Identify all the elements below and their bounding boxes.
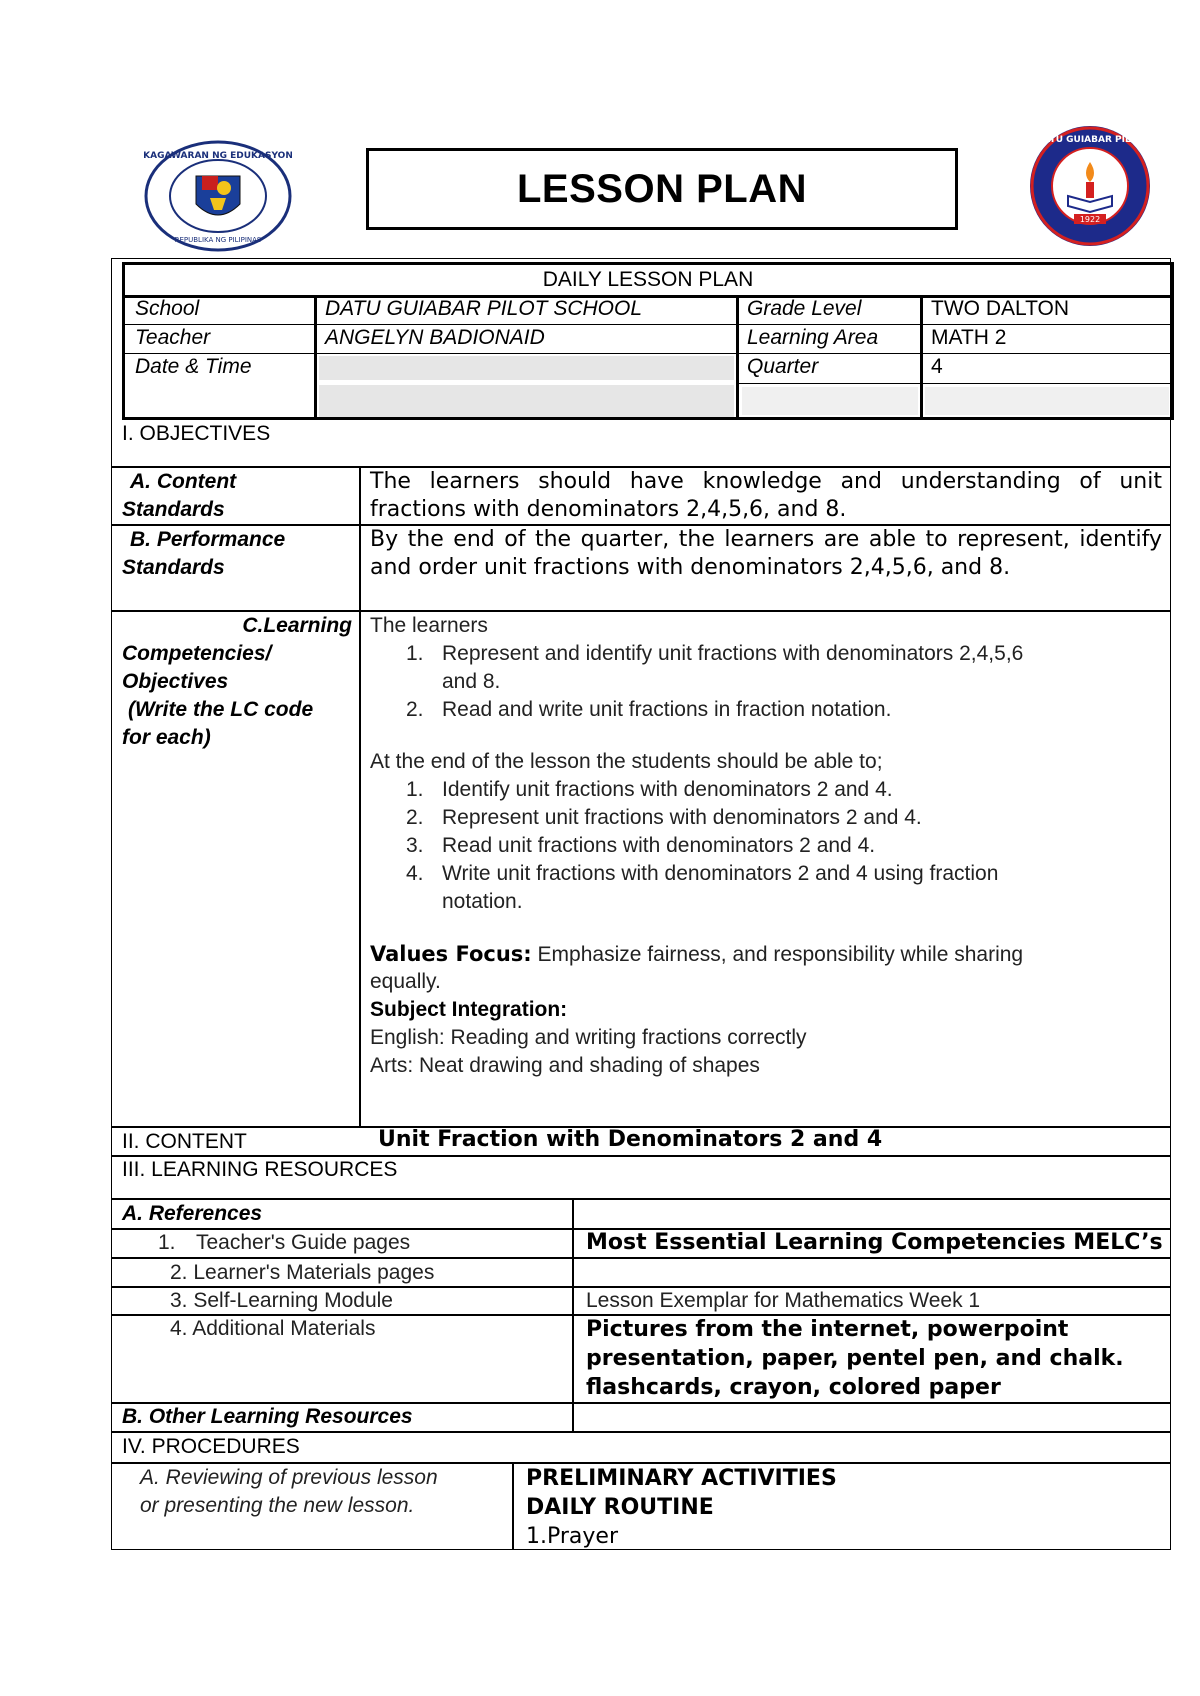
divider (125, 353, 1171, 354)
divider (125, 324, 1171, 325)
label-line: A. Content (130, 470, 237, 493)
learning-resources-heading: III. LEARNING RESOURCES (122, 1158, 398, 1181)
divider (314, 295, 317, 420)
list-item: Write unit fractions with denominators 2 and 4 using fraction (442, 862, 999, 885)
label-line: B. Performance (130, 528, 286, 551)
integration-arts: Arts: Neat drawing and shading of shapes (370, 1054, 760, 1077)
school-value: DATU GUIABAR PILOT SCHOOL (325, 297, 642, 320)
content-value: Unit Fraction with Denominators 2 and 4 (378, 1127, 883, 1152)
list-number: 1. (406, 778, 424, 801)
objectives-heading: I. OBJECTIVES (122, 422, 271, 445)
svg-text:DATU GUIABAR PILOT: DATU GUIABAR PILOT (1035, 135, 1145, 145)
label-line: Standards (122, 556, 225, 579)
learning-area-value: MATH 2 (931, 326, 1007, 349)
list-number: 2. (406, 806, 424, 829)
teacher-value: ANGELYN BADIONAID (325, 326, 545, 349)
list-item: Represent unit fractions with denominators 2 and 4. (442, 806, 922, 829)
lesson-intro: At the end of the lesson the students should be able to; (370, 750, 883, 773)
preliminary-heading: PRELIMINARY ACTIVITIES (526, 1466, 837, 1491)
content-heading: II. CONTENT (122, 1130, 247, 1153)
learning-area-label: Learning Area (747, 326, 879, 349)
school-label: School (135, 297, 200, 320)
label-line: C.Learning (242, 614, 352, 637)
additional-materials-label: 4. Additional Materials (170, 1317, 376, 1340)
svg-text:REPUBLIKA NG PILIPINAS: REPUBLIKA NG PILIPINAS (174, 236, 262, 244)
materials-line: Pictures from the internet, powerpoint (586, 1317, 1069, 1342)
performance-standards-text: By the end of the quarter, the learners are able to represent, identify and order unit fractions with denominators 2,4,5,6, and 8. (370, 527, 1162, 580)
teachers-guide-label: Teacher's Guide pages (196, 1231, 411, 1254)
list-number: 4. (406, 862, 424, 885)
integration-english: English: Reading and writing fractions correctly (370, 1026, 807, 1049)
grade-level-value: TWO DALTON (931, 297, 1070, 320)
content-standards-label (122, 468, 236, 524)
list-item: Identify unit fractions with denominators 2 and 4. (442, 778, 893, 801)
learning-competencies-label (122, 612, 352, 752)
table-title: DAILY LESSON PLAN (125, 265, 1171, 298)
procedure-a-label (140, 1464, 502, 1520)
page-title: LESSON PLAN (517, 166, 807, 211)
list-item: and 8. (442, 670, 501, 693)
divider (512, 1462, 514, 1550)
label-line: A. Reviewing of previous lesson (140, 1466, 438, 1489)
divider (111, 1198, 1171, 1200)
svg-text:1922: 1922 (1079, 215, 1101, 224)
learners-materials-label: 2. Learner's Materials pages (170, 1261, 435, 1284)
materials-line: presentation, paper, pentel pen, and chalk. (586, 1346, 1124, 1371)
label-line: Objectives (122, 670, 229, 693)
content-standards-text: The learners should have knowledge and understanding of unit fractions with denominators 2,4,5,6, and 8. (370, 469, 1162, 522)
list-item: notation. (442, 890, 523, 913)
list-number: 1. (406, 642, 424, 665)
list-number: 2. (406, 698, 424, 721)
references-label: A. References (122, 1202, 263, 1225)
other-resources-label: B. Other Learning Resources (122, 1405, 413, 1428)
self-learning-module-label: 3. Self-Learning Module (170, 1289, 393, 1312)
label-line: (Write the LC code (128, 698, 314, 721)
lc-intro: The learners (370, 614, 488, 637)
divider (736, 295, 739, 420)
label-line: Standards (122, 498, 225, 521)
materials-line: flashcards, crayon, colored paper (586, 1375, 1001, 1400)
values-focus-text: Emphasize fairness, and responsibility while sharing (531, 943, 1024, 966)
list-number: 3. (406, 834, 424, 857)
blank-field (319, 385, 734, 417)
divider (920, 295, 923, 420)
datetime-field[interactable] (319, 356, 734, 380)
values-focus-text-2: equally. (370, 970, 441, 993)
quarter-value: 4 (931, 355, 943, 378)
values-focus (370, 940, 1023, 969)
list-number: 1. (158, 1231, 176, 1254)
label-line: or presenting the new lesson. (140, 1494, 415, 1517)
divider (359, 466, 361, 1126)
label-line: Competencies/ (122, 642, 272, 665)
list-item: Read and write unit fractions in fraction notation. (442, 698, 892, 721)
blank-field (925, 387, 1169, 415)
daily-lesson-plan-table (122, 262, 1174, 420)
list-item: Represent and identify unit fractions with denominators 2,4,5,6 (442, 642, 1024, 665)
self-learning-module-value: Lesson Exemplar for Mathematics Week 1 (586, 1289, 981, 1312)
preliminary-activities (526, 1464, 837, 1551)
blank-field (742, 387, 918, 415)
divider (739, 383, 1171, 384)
list-item: Read unit fractions with denominators 2 and 4. (442, 834, 876, 857)
svg-text:KAGAWARAN NG EDUKASYON: KAGAWARAN NG EDUKASYON (144, 151, 292, 161)
prayer-item: 1.Prayer (526, 1524, 618, 1549)
additional-materials-value (586, 1315, 1124, 1402)
deped-seal (144, 140, 292, 252)
date-time-label: Date & Time (135, 355, 252, 378)
daily-routine-heading: DAILY ROUTINE (526, 1495, 714, 1520)
performance-standards-label (122, 526, 285, 582)
grade-level-label: Grade Level (747, 297, 862, 320)
school-seal (1028, 124, 1152, 248)
teacher-label: Teacher (135, 326, 211, 349)
lesson-plan-title-box (366, 148, 958, 230)
procedures-heading: IV. PROCEDURES (122, 1435, 300, 1458)
subject-integration-label: Subject Integration: (370, 998, 568, 1021)
teachers-guide-value: Most Essential Learning Competencies MELC’s (586, 1230, 1163, 1255)
quarter-label: Quarter (747, 355, 819, 378)
values-focus-label: Values Focus: (370, 942, 532, 966)
label-line: for each) (122, 726, 211, 749)
